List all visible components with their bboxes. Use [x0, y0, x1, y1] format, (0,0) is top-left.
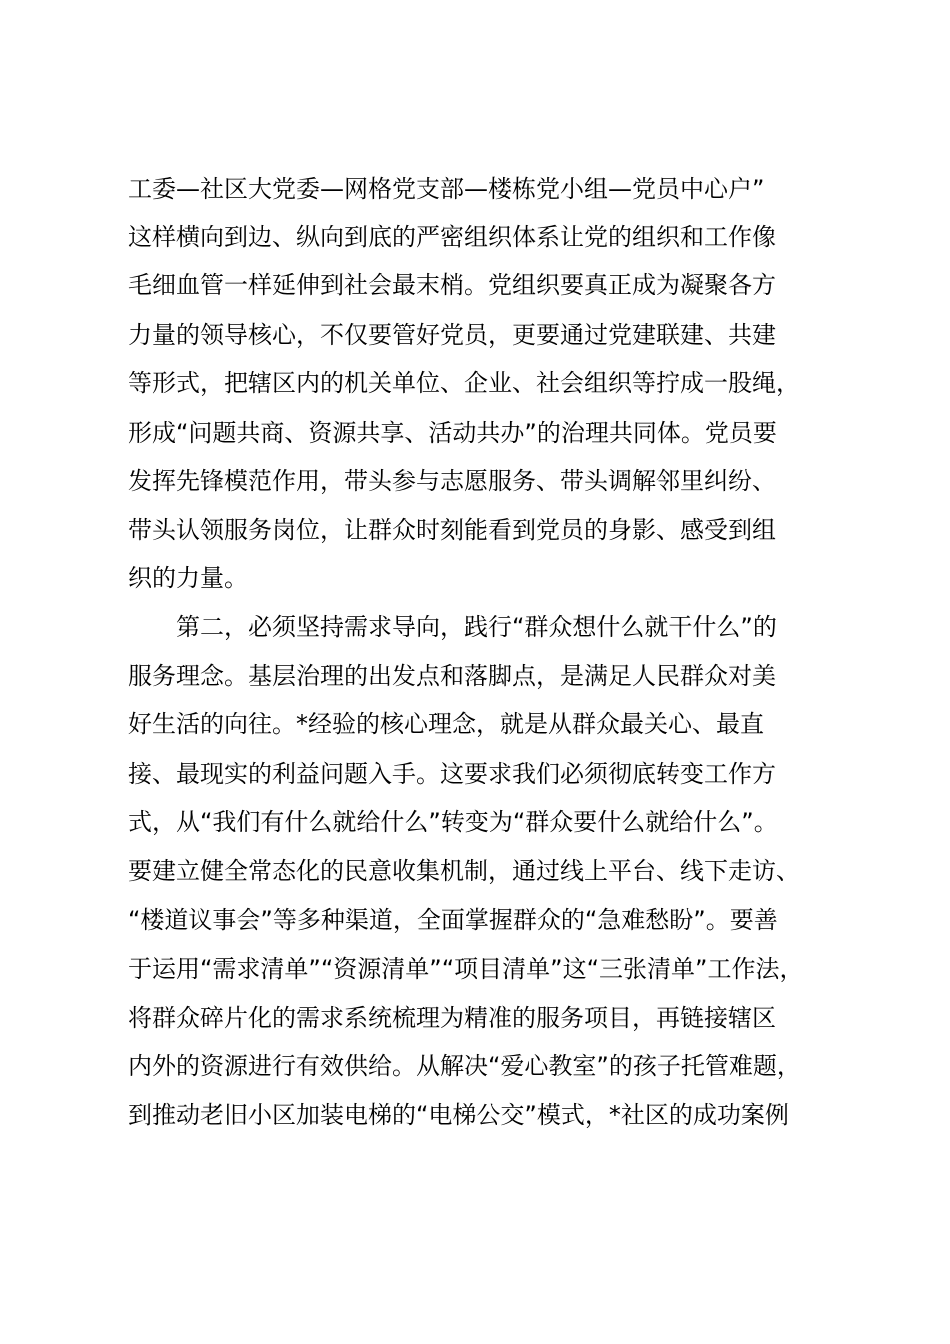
text-line: 等形式，把辖区内的机关单位、企业、社会组织等拧成一股绳， [128, 369, 800, 397]
text-line: 工委—社区大党委—网格党支部—楼栋党小组—党员中心户” [128, 175, 765, 203]
paragraph-start-line: 第二，必须坚持需求导向，践行“群众想什么就干什么”的 [176, 613, 777, 641]
text-line: 于运用“需求清单”“资源清单”“项目清单”这“三张清单”工作法， [128, 955, 804, 983]
text-line: 织的力量。 [128, 564, 248, 592]
text-line: 发挥先锋模范作用，带头参与志愿服务、带头调解邻里纠纷、 [128, 467, 776, 495]
text-line: “楼道议事会”等多种渠道，全面掌握群众的“急难愁盼”。要善 [128, 906, 778, 934]
text-line: 这样横向到边、纵向到底的严密组织体系让党的组织和工作像 [128, 223, 776, 251]
text-line: 式，从“我们有什么就给什么”转变为“群众要什么就给什么”。 [128, 808, 778, 836]
text-line: 好生活的向往。*经验的核心理念，就是从群众最关心、最直 [128, 710, 764, 738]
text-line: 将群众碎片化的需求系统梳理为精准的服务项目，再链接辖区 [128, 1004, 776, 1032]
text-line: 形成“问题共商、资源共享、活动共办”的治理共同体。党员要 [128, 419, 777, 447]
text-line: 要建立健全常态化的民意收集机制，通过线上平台、线下走访、 [128, 857, 800, 885]
text-line: 毛细血管一样延伸到社会最末梢。党组织要真正成为凝聚各方 [128, 271, 776, 299]
text-line: 力量的领导核心，不仅要管好党员，更要通过党建联建、共建 [128, 321, 776, 349]
text-line: 服务理念。基层治理的出发点和落脚点，是满足人民群众对美 [128, 662, 776, 690]
text-line: 内外的资源进行有效供给。从解决“爱心教室”的孩子托管难题， [128, 1052, 801, 1080]
text-line: 接、最现实的利益问题入手。这要求我们必须彻底转变工作方 [128, 760, 776, 788]
text-line: 到推动老旧小区加装电梯的“电梯公交”模式，*社区的成功案例 [128, 1101, 789, 1129]
text-line: 带头认领服务岗位，让群众时刻能看到党员的身影、感受到组 [128, 516, 776, 544]
